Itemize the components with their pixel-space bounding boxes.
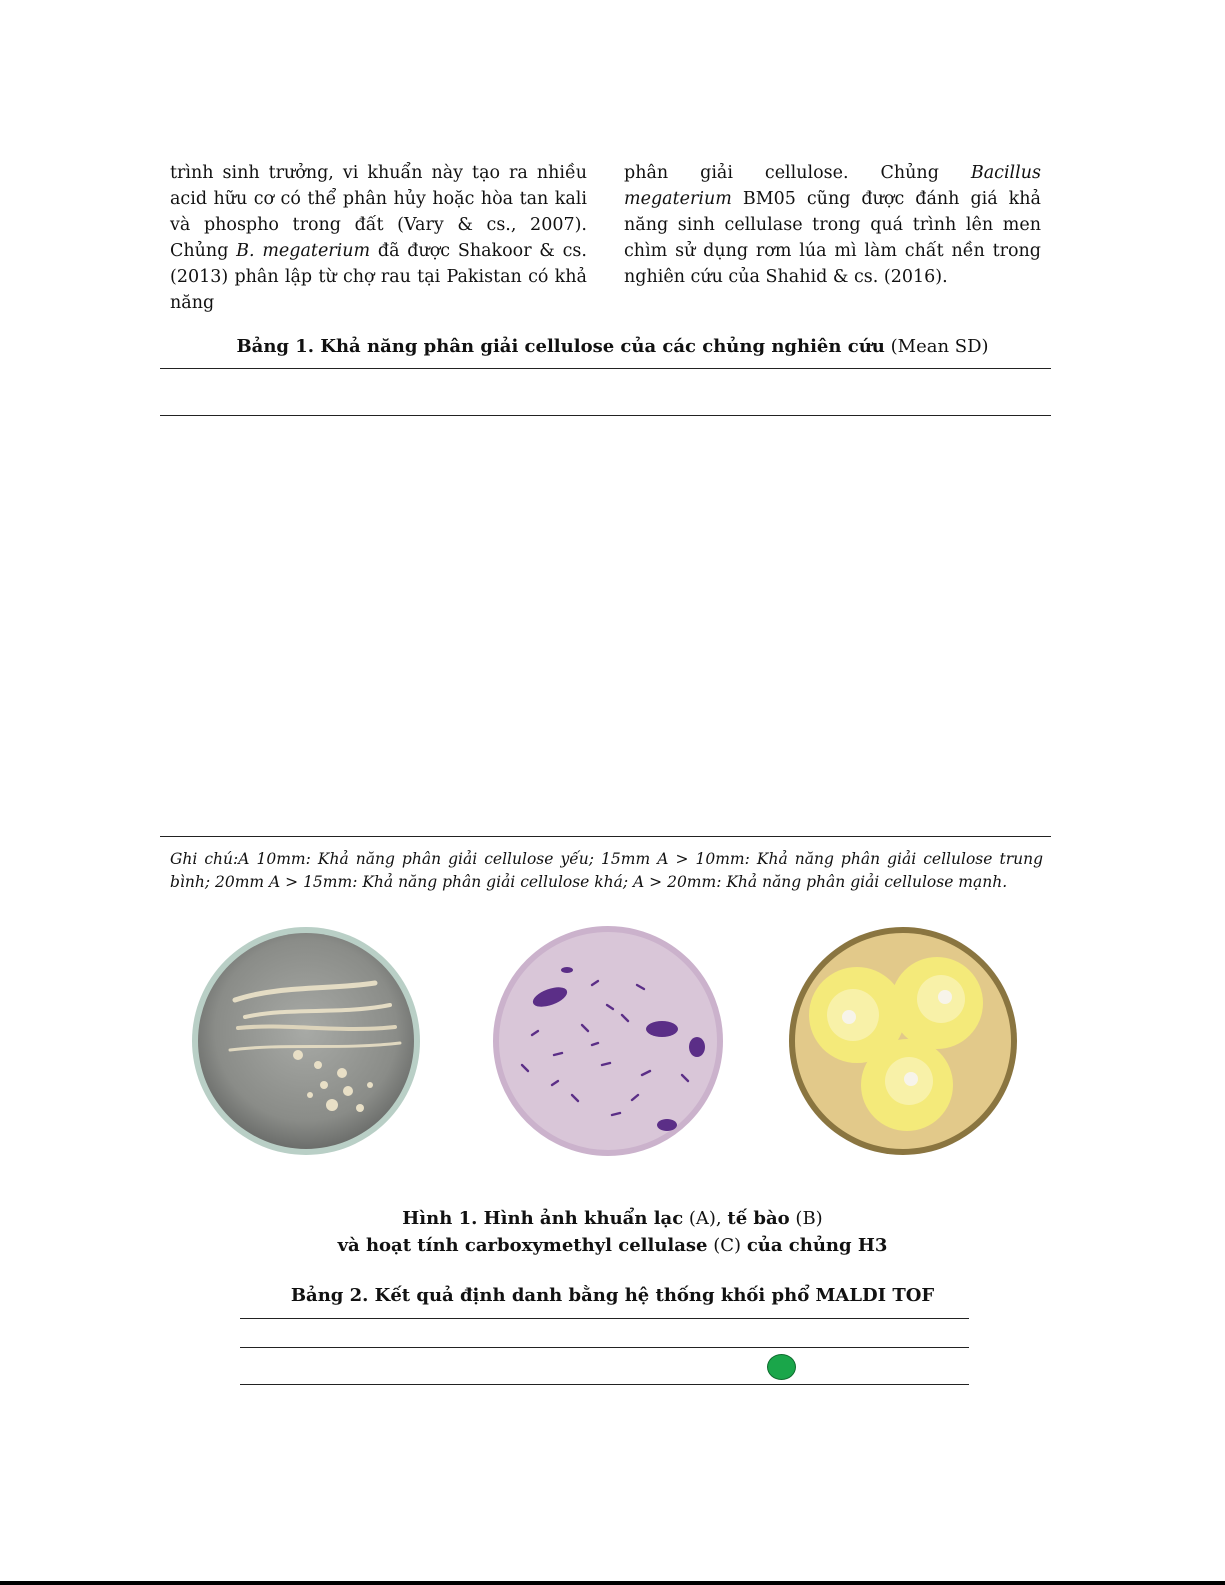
table1-note: Ghi chú:A 10mm: Khả năng phân giải cellulose yếu; 15mm A > 10mm: Khả năng phân giải cellulose trung bình; 20mm A > 15mm: Khả năng phân giải cellulose khá; A > 20mm: Khả năng phân giải cellulose mạnh.	[170, 850, 1043, 891]
species-name: B. megaterium	[236, 241, 371, 261]
table1-top-rule	[160, 368, 1051, 369]
table2-caption: Bảng 2. Kết quả định danh bằng hệ thống khối phổ MALDI TOF	[290, 1285, 935, 1306]
table1-header-rule	[160, 415, 1051, 416]
table2-bottom-rule	[240, 1384, 969, 1385]
colony-plate-photo	[190, 925, 422, 1157]
status-dot-icon	[767, 1354, 796, 1380]
table2-top-rule	[240, 1318, 969, 1319]
table2-header-rule	[240, 1347, 969, 1348]
cmc-activity-plate-photo	[787, 925, 1019, 1157]
left-paragraph: trình sinh trưởng, vi khuẩn này tạo ra nhiều acid hữu cơ có thể phân hủy hoặc hòa tan kali và phospho trong đất (Vary & cs., 2007). Chủng B. megaterium đã được Shakoor & cs. (2013) phân lập từ chợ rau tại Pakistan có khả năng	[170, 163, 587, 313]
right-paragraph: phân giải cellulose. Chủng Bacillus megaterium BM05 cũng được đánh giá khả năng sinh cellulase trong quá trình lên men chìm sử dụng rơm lúa mì làm chất nền trong nghiên cứu của Shahid & cs. (2016).	[624, 163, 1041, 287]
figure1-caption-line2: và hoạt tính carboxymethyl cellulase (C) của chủng H3	[337, 1235, 888, 1256]
page-footer-rule	[0, 1581, 1225, 1585]
table1-bottom-rule	[160, 836, 1051, 837]
cell-microscopy-photo	[492, 925, 724, 1157]
right-text-column	[624, 160, 1041, 290]
left-text-column	[170, 160, 587, 316]
figure1-caption-line1: Hình 1. Hình ảnh khuẩn lạc (A), tế bào (B)	[402, 1208, 823, 1229]
table1-caption: Bảng 1. Khả năng phân giải cellulose của các chủng nghiên cứu (Mean SD)	[236, 336, 989, 357]
species-name: Bacillus megaterium	[624, 163, 1041, 209]
